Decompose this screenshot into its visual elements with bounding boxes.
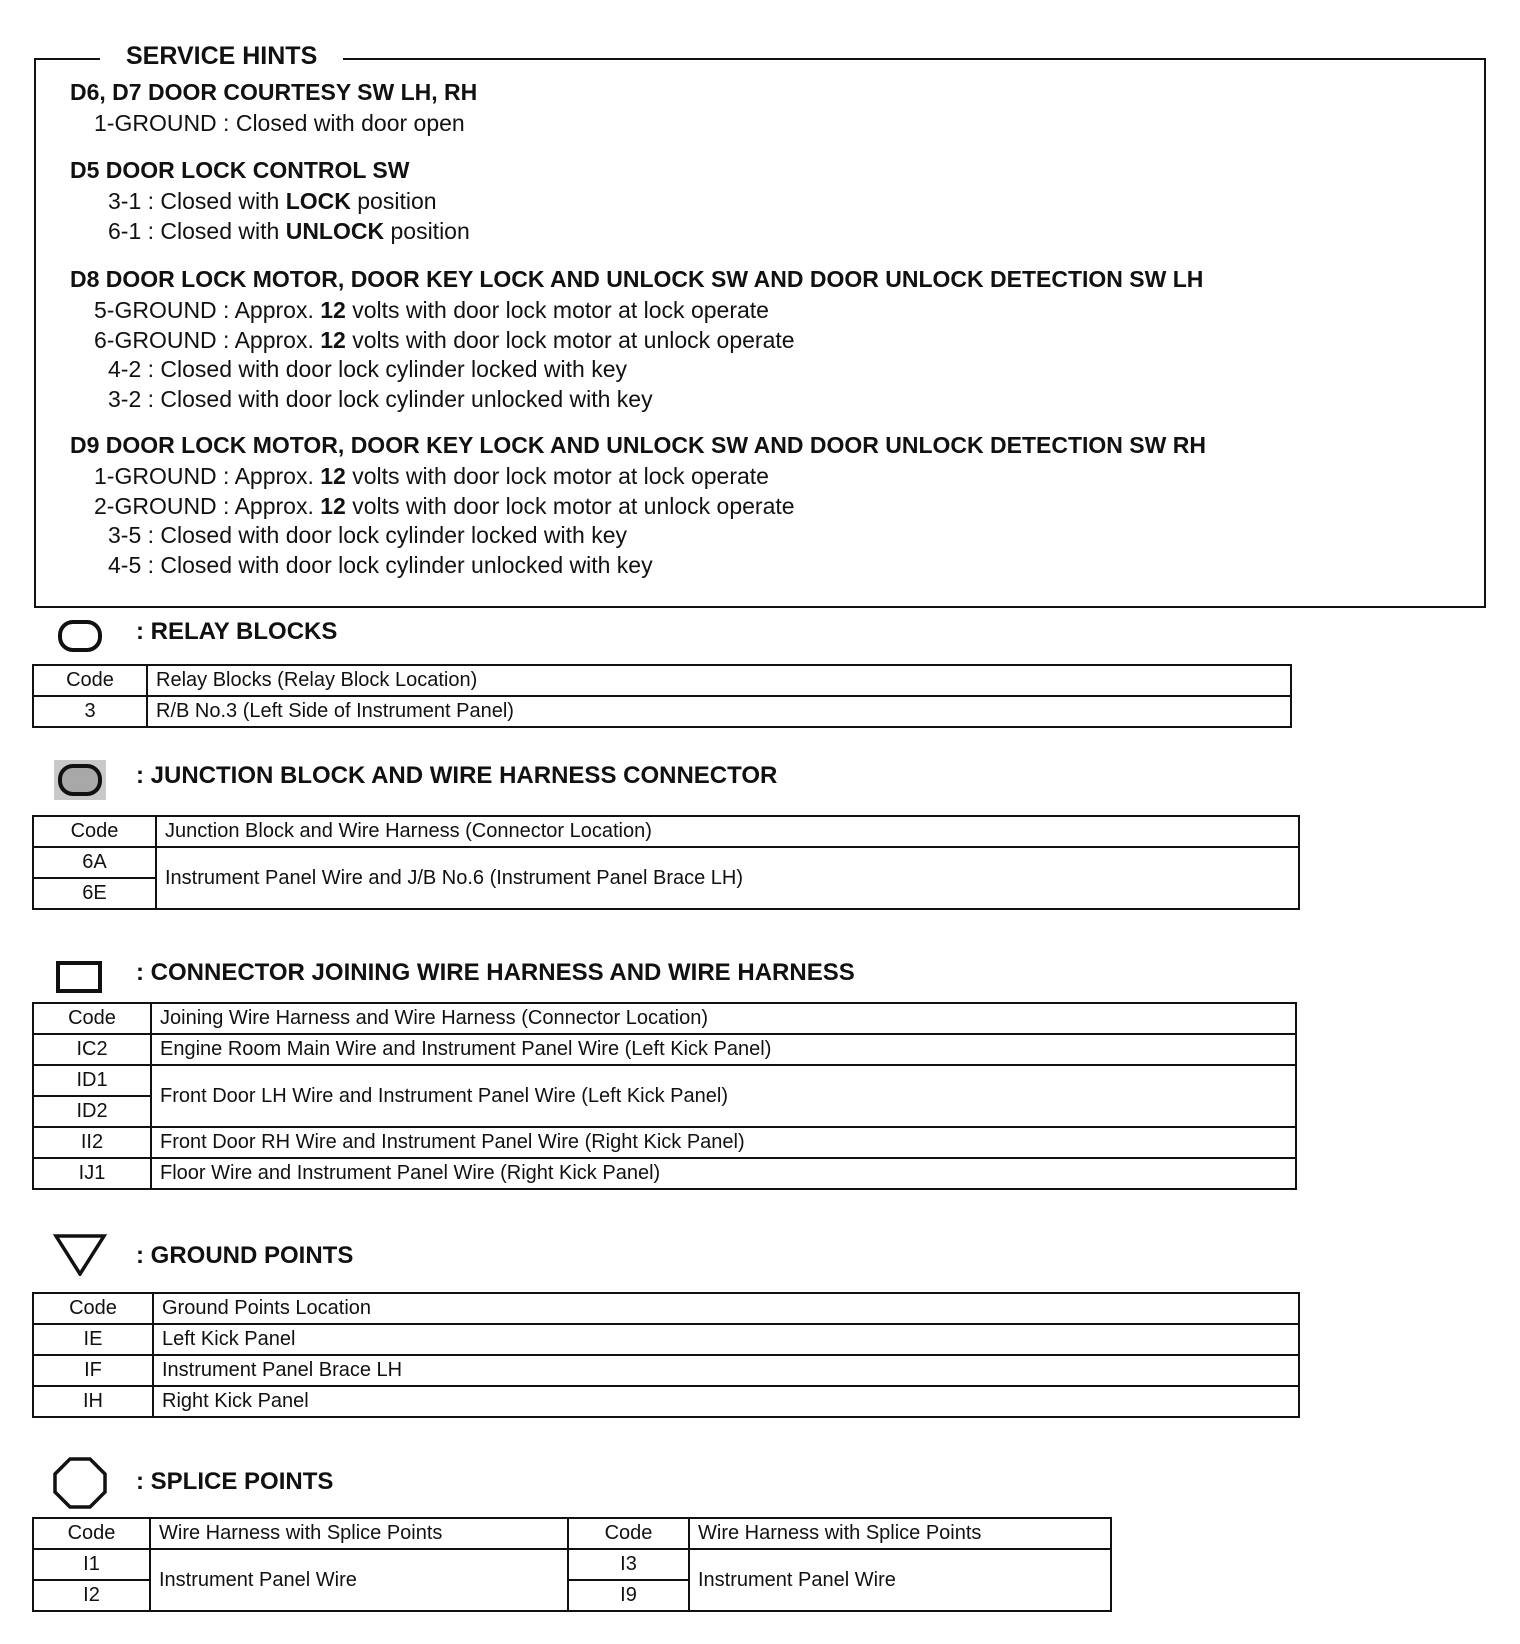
- hint-section-d5: [70, 155, 470, 246]
- junction-block-icon: [52, 758, 108, 802]
- code-cell: 3: [33, 696, 147, 727]
- code-cell: ID2: [33, 1096, 151, 1127]
- table-row: [33, 1034, 1296, 1065]
- header-cell: Code: [33, 1003, 151, 1034]
- connector-table: [32, 1002, 1297, 1190]
- code-cell: I9: [568, 1580, 689, 1611]
- ground-points-table: [32, 1292, 1300, 1418]
- hint-line: 4-5 : Closed with door lock cylinder unlocked with key: [108, 551, 653, 578]
- wire-cell: Instrument Panel Wire: [150, 1549, 568, 1611]
- hint-line: 4-2 : Closed with door lock cylinder locked with key: [108, 356, 628, 382]
- relay-blocks-title: : RELAY BLOCKS: [136, 618, 338, 645]
- header-cell: Joining Wire Harness and Wire Harness (Connector Location): [151, 1003, 1296, 1034]
- location-cell: Floor Wire and Instrument Panel Wire (Right Kick Panel): [151, 1158, 1296, 1189]
- location-cell: Instrument Panel Wire and J/B No.6 (Instrument Panel Brace LH): [156, 847, 1299, 909]
- hint-section-d6-d7: [70, 77, 477, 139]
- table-header-row: [33, 1003, 1296, 1034]
- header-cell: Code: [33, 665, 147, 696]
- location-cell: Engine Room Main Wire and Instrument Panel Wire (Left Kick Panel): [151, 1034, 1296, 1065]
- table-header-row: [33, 1293, 1299, 1324]
- relay-blocks-table: [32, 664, 1292, 728]
- hint-line: 3-1 : Closed with LOCK position: [108, 188, 437, 214]
- splice-points-title: : SPLICE POINTS: [136, 1468, 334, 1495]
- relay-block-icon: [52, 614, 108, 658]
- hint-line: 1-GROUND : Approx. 12 volts with door lock motor at lock operate: [94, 463, 769, 489]
- junction-block-title: : JUNCTION BLOCK AND WIRE HARNESS CONNECTOR: [136, 762, 778, 789]
- hint-section-d8: [70, 264, 1203, 414]
- location-cell: Right Kick Panel: [153, 1386, 1299, 1417]
- table-row: [33, 1158, 1296, 1189]
- code-cell: II2: [33, 1127, 151, 1158]
- header-cell: Code: [568, 1518, 689, 1549]
- location-cell: Front Door RH Wire and Instrument Panel Wire (Right Kick Panel): [151, 1127, 1296, 1158]
- connector-title: : CONNECTOR JOINING WIRE HARNESS AND WIRE HARNESS: [136, 959, 855, 986]
- code-cell: I1: [33, 1549, 150, 1580]
- hint-line: 3-2 : Closed with door lock cylinder unlocked with key: [108, 385, 653, 412]
- location-cell: Instrument Panel Brace LH: [153, 1355, 1299, 1386]
- section-heading: D9 DOOR LOCK MOTOR, DOOR KEY LOCK AND UNLOCK SW AND DOOR UNLOCK DETECTION SW RH: [70, 432, 1206, 458]
- hint-line: 6-GROUND : Approx. 12 volts with door lock motor at unlock operate: [94, 326, 795, 353]
- ground-points-title: : GROUND POINTS: [136, 1242, 354, 1269]
- service-hints-title: SERVICE HINTS: [100, 42, 343, 71]
- connector-icon: [52, 955, 108, 999]
- ground-point-icon: [52, 1232, 108, 1276]
- code-cell: IJ1: [33, 1158, 151, 1189]
- hint-line: 5-GROUND : Approx. 12 volts with door lock motor at lock operate: [94, 297, 769, 323]
- code-cell: 6E: [33, 878, 156, 909]
- table-header-row: [33, 665, 1291, 696]
- header-cell: Ground Points Location: [153, 1293, 1299, 1324]
- code-cell: ID1: [33, 1065, 151, 1096]
- section-heading: D5 DOOR LOCK CONTROL SW: [70, 157, 410, 183]
- hint-line: 3-5 : Closed with door lock cylinder locked with key: [108, 522, 628, 548]
- wire-cell: Instrument Panel Wire: [689, 1549, 1111, 1611]
- hint-line: 2-GROUND : Approx. 12 volts with door lock motor at unlock operate: [94, 492, 795, 519]
- location-cell: R/B No.3 (Left Side of Instrument Panel): [147, 696, 1291, 727]
- code-cell: IE: [33, 1324, 153, 1355]
- location-cell: Front Door LH Wire and Instrument Panel Wire (Left Kick Panel): [151, 1065, 1296, 1127]
- location-cell: Left Kick Panel: [153, 1324, 1299, 1355]
- section-heading: D6, D7 DOOR COURTESY SW LH, RH: [70, 79, 478, 105]
- junction-block-table: [32, 815, 1300, 910]
- header-cell: Code: [33, 1518, 150, 1549]
- table-header-row: [33, 816, 1299, 847]
- code-cell: 6A: [33, 847, 156, 878]
- header-cell: Junction Block and Wire Harness (Connector Location): [156, 816, 1299, 847]
- code-cell: I3: [568, 1549, 689, 1580]
- header-cell: Wire Harness with Splice Points: [689, 1518, 1111, 1549]
- table-row: [33, 1065, 1296, 1096]
- hint-line: 6-1 : Closed with UNLOCK position: [108, 217, 470, 244]
- splice-point-icon: [52, 1456, 108, 1510]
- splice-points-table: [32, 1517, 1112, 1612]
- code-cell: IH: [33, 1386, 153, 1417]
- table-row: [33, 1324, 1299, 1355]
- code-cell: I2: [33, 1580, 150, 1611]
- section-heading: D8 DOOR LOCK MOTOR, DOOR KEY LOCK AND UNLOCK SW AND DOOR UNLOCK DETECTION SW LH: [70, 266, 1204, 292]
- table-row: [33, 847, 1299, 878]
- code-cell: IF: [33, 1355, 153, 1386]
- table-header-row: [33, 1518, 1111, 1549]
- code-cell: IC2: [33, 1034, 151, 1065]
- table-row: [33, 1127, 1296, 1158]
- header-cell: Code: [33, 1293, 153, 1324]
- hint-section-d9: [70, 430, 1206, 580]
- header-cell: Wire Harness with Splice Points: [150, 1518, 568, 1549]
- header-cell: Relay Blocks (Relay Block Location): [147, 665, 1291, 696]
- table-row: [33, 1355, 1299, 1386]
- header-cell: Code: [33, 816, 156, 847]
- hint-line: 1-GROUND : Closed with door open: [94, 110, 465, 136]
- table-row: [33, 696, 1291, 727]
- table-row: [33, 1549, 1111, 1580]
- table-row: [33, 1386, 1299, 1417]
